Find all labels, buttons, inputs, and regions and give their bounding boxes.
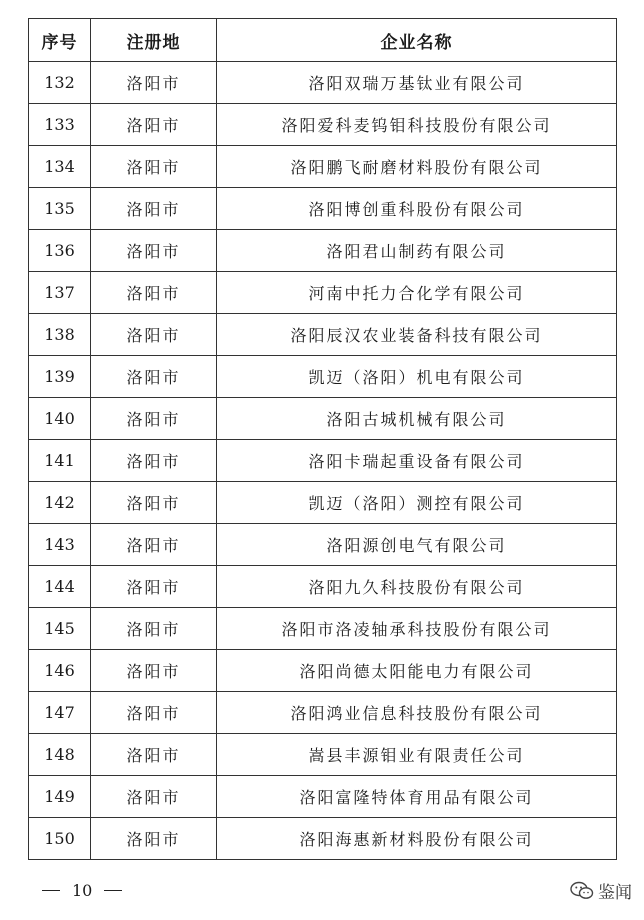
- table-body: [29, 62, 617, 860]
- cell-place: 洛阳市: [91, 692, 217, 734]
- cell-no: 137: [29, 272, 91, 314]
- cell-no: 150: [29, 818, 91, 860]
- table-row: [29, 104, 617, 146]
- cell-company-name: 洛阳鸿业信息科技股份有限公司: [217, 692, 617, 734]
- table-row: [29, 440, 617, 482]
- cell-no: 144: [29, 566, 91, 608]
- cell-no: 142: [29, 482, 91, 524]
- cell-place: 洛阳市: [91, 188, 217, 230]
- cell-company-name: 洛阳九久科技股份有限公司: [217, 566, 617, 608]
- cell-company-name: 凯迈（洛阳）测控有限公司: [217, 482, 617, 524]
- cell-place: 洛阳市: [91, 356, 217, 398]
- cell-place: 洛阳市: [91, 62, 217, 104]
- cell-company-name: 洛阳市洛凌轴承科技股份有限公司: [217, 608, 617, 650]
- table-row: [29, 818, 617, 860]
- cell-place: 洛阳市: [91, 146, 217, 188]
- table-row: [29, 356, 617, 398]
- cell-company-name: 洛阳海惠新材料股份有限公司: [217, 818, 617, 860]
- watermark-text: 鉴闻: [598, 883, 632, 903]
- table-row: [29, 650, 617, 692]
- table-row: [29, 776, 617, 818]
- cell-no: 139: [29, 356, 91, 398]
- cell-no: 146: [29, 650, 91, 692]
- cell-place: 洛阳市: [91, 818, 217, 860]
- cell-company-name: 洛阳双瑞万基钛业有限公司: [217, 62, 617, 104]
- header-name: 企业名称: [217, 19, 617, 62]
- cell-no: 147: [29, 692, 91, 734]
- cell-place: 洛阳市: [91, 608, 217, 650]
- cell-company-name: 洛阳古城机械有限公司: [217, 398, 617, 440]
- table-row: [29, 188, 617, 230]
- cell-place: 洛阳市: [91, 776, 217, 818]
- cell-place: 洛阳市: [91, 482, 217, 524]
- cell-place: 洛阳市: [91, 734, 217, 776]
- cell-company-name: 洛阳鹏飞耐磨材料股份有限公司: [217, 146, 617, 188]
- cell-place: 洛阳市: [91, 104, 217, 146]
- cell-place: 洛阳市: [91, 566, 217, 608]
- cell-no: 141: [29, 440, 91, 482]
- table-row: [29, 524, 617, 566]
- cell-no: 149: [29, 776, 91, 818]
- cell-place: 洛阳市: [91, 314, 217, 356]
- cell-place: 洛阳市: [91, 272, 217, 314]
- footer-dash-right: [104, 890, 122, 891]
- table-row: [29, 314, 617, 356]
- cell-no: 143: [29, 524, 91, 566]
- header-no: 序号: [29, 19, 91, 62]
- cell-company-name: 洛阳君山制药有限公司: [217, 230, 617, 272]
- cell-company-name: 洛阳博创重科股份有限公司: [217, 188, 617, 230]
- cell-no: 148: [29, 734, 91, 776]
- cell-place: 洛阳市: [91, 650, 217, 692]
- table-row: [29, 398, 617, 440]
- table-row: [29, 482, 617, 524]
- cell-place: 洛阳市: [91, 524, 217, 566]
- cell-company-name: 洛阳爱科麦钨钼科技股份有限公司: [217, 104, 617, 146]
- cell-company-name: 洛阳辰汉农业装备科技有限公司: [217, 314, 617, 356]
- cell-no: 135: [29, 188, 91, 230]
- table-row: [29, 692, 617, 734]
- wechat-icon: [570, 881, 594, 901]
- table-row: [29, 146, 617, 188]
- company-table: [28, 18, 617, 860]
- table-row: [29, 230, 617, 272]
- page-number: 10: [72, 881, 93, 900]
- cell-place: 洛阳市: [91, 398, 217, 440]
- cell-place: 洛阳市: [91, 230, 217, 272]
- table-header-row: [29, 19, 617, 62]
- source-watermark: [570, 878, 632, 903]
- table-row: [29, 62, 617, 104]
- cell-no: 145: [29, 608, 91, 650]
- page-footer: [42, 881, 122, 900]
- cell-no: 132: [29, 62, 91, 104]
- cell-no: 136: [29, 230, 91, 272]
- table-row: [29, 566, 617, 608]
- cell-company-name: 洛阳卡瑞起重设备有限公司: [217, 440, 617, 482]
- table-row: [29, 272, 617, 314]
- cell-no: 133: [29, 104, 91, 146]
- table-row: [29, 734, 617, 776]
- cell-company-name: 洛阳源创电气有限公司: [217, 524, 617, 566]
- cell-company-name: 洛阳尚德太阳能电力有限公司: [217, 650, 617, 692]
- cell-no: 134: [29, 146, 91, 188]
- cell-company-name: 洛阳富隆特体育用品有限公司: [217, 776, 617, 818]
- cell-no: 138: [29, 314, 91, 356]
- cell-no: 140: [29, 398, 91, 440]
- table-row: [29, 608, 617, 650]
- cell-company-name: 河南中托力合化学有限公司: [217, 272, 617, 314]
- cell-company-name: 凯迈（洛阳）机电有限公司: [217, 356, 617, 398]
- cell-place: 洛阳市: [91, 440, 217, 482]
- cell-company-name: 嵩县丰源钼业有限责任公司: [217, 734, 617, 776]
- header-place: 注册地: [91, 19, 217, 62]
- footer-dash-left: [42, 890, 60, 891]
